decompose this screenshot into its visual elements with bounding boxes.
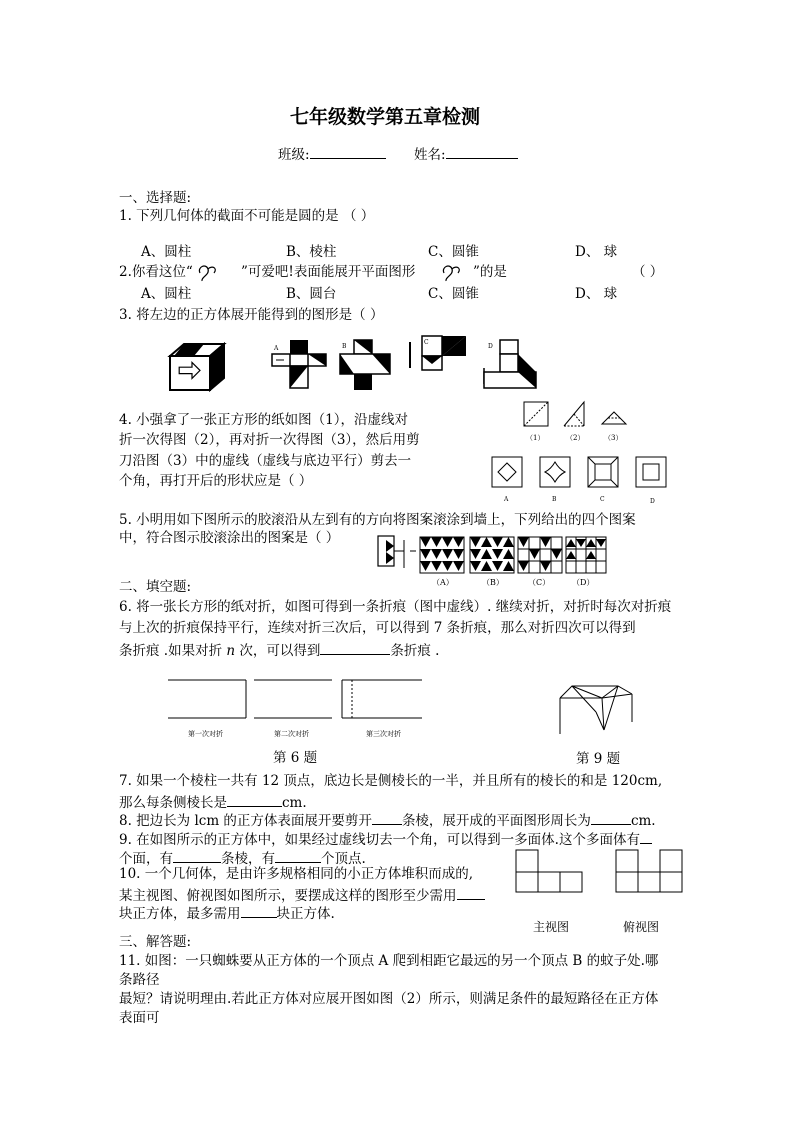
q10-line-2 [119,887,485,904]
q2-smiley-icon [196,263,220,283]
q10-top-view-label: 俯视图 [623,920,660,934]
q3-option-a-label: A [274,345,279,352]
q2-stem-part3: ”的是 [473,264,507,280]
q10-line-3 [119,905,335,922]
q7-line-2 [119,794,307,811]
q6-line-3b: 次，可以得到 [235,643,321,659]
q10-blank-1 [457,887,485,900]
q11-line-3: 最短？请说明理由.若此正方体对应展开图如图（2）所示，则满足条件的最短路径在正方体 [119,991,659,1007]
q3-option-c-net [408,334,470,390]
q5-roller-figure [372,532,416,572]
q4-line-1: 4. 小强拿了一张正方形的纸如图（1），沿虚线对 [119,412,409,428]
q3-option-b-label: B [342,343,347,350]
q7-line-1: 7. 如果一个棱柱一共有 12 顶点，底边长是侧棱长的一半，并且所有的棱长的和是 120cm, [119,773,663,789]
q11-line-2: 条路径 [119,972,160,988]
q2-option-d: D、 球 [575,286,618,302]
q10-line-2a: 某主视图、俯视图如图所示，要摆成这样的图形至少需用 [119,888,457,904]
q9-blank-1 [640,831,652,844]
q2-stem-part1: 2.你看这位“ [119,264,193,280]
q3-option-b-net [338,338,398,392]
page-title: 七年级数学第五章检测 [290,106,481,128]
name-label: 姓名: [414,147,446,163]
q3-option-d-net [482,338,538,392]
q11-line-1: 11. 如图：一只蜘蛛要从正方体的一个顶点 A 爬到相距它最远的另一个顶点 B 的蚊子处.哪 [119,953,659,969]
q4-line-4: 个角，再打开后的形状应是（ ） [119,473,313,489]
class-blank [310,146,386,159]
name-blank [446,146,518,159]
q5-pattern-d [566,537,606,573]
q4-fig2-label: （2） [566,434,585,442]
q6-fig2-caption: 第二次对折 [274,730,309,738]
q1-option-d: D、 球 [575,244,618,260]
q2-answer-paren: （ ） [632,264,664,280]
q5-option-b-label: （B） [482,578,504,587]
q5-option-patterns [418,535,608,587]
q5-line-1: 5. 小明用如下图所示的胶滚沿从左到有的方向将图案滚涂到墙上，下列给出的四个图案 [119,512,636,528]
q5-option-d-label: （D） [572,578,595,587]
q5-pattern-b [470,537,514,573]
q6-fig1-caption: 第一次对折 [188,730,223,738]
q7-line-2b: cm. [282,795,307,811]
q4-option-a-label: A [504,496,509,503]
q5-option-c-label: （C） [528,578,551,587]
q5-option-a-label: （A） [432,578,454,587]
q1-stem: 1. 下列几何体的截面不可能是圆的是 （ ） [119,208,375,224]
q10-line-3a: 块正方体，最多需用 [119,906,241,922]
q4-option-c-label: C [600,496,605,503]
q8-part-b: 条棱，展开成的平面图形周长为 [401,813,591,829]
section-choice-heading: 一、选择题: [119,190,192,206]
q6-fold-figures [166,676,426,742]
q8-part-a: 8. 把边长为 lcm 的正方体表面展开要剪开 [119,813,372,829]
q9-line-2a: 个面，有 [119,851,173,867]
q7-line-2a: 那么每条侧棱长是 [119,795,227,811]
q11-line-4: 表面可 [119,1010,160,1026]
q2-net-icon [440,263,464,283]
q9-caption: 第 9 题 [576,751,621,767]
q6-fig3-caption: 第三次对折 [366,730,401,738]
q5-line-2: 中，符合图示胶滚涂出的图案是（ ） [119,530,340,546]
q3-cube-figure [160,340,230,392]
q3-option-c-label: C [424,339,429,346]
section-fill-heading: 二、填空题: [119,579,192,595]
q5-pattern-a [420,537,464,573]
q9-blank-3 [275,850,321,863]
q8-blank-2 [591,812,631,825]
q6-blank-2 [320,642,390,655]
q8-line [119,812,656,829]
q10-top-view [614,848,686,894]
q9-line-1-text: 9. 在如图所示的正方体中，如果经过虚线切去一个角，可以得到一多面体.这个多面体有 [119,832,640,848]
class-label: 班级: [278,147,310,163]
q9-line-2c: 个顶点. [321,851,366,867]
q1-option-a: A、圆柱 [141,244,192,260]
q6-var-n: n [226,643,236,659]
q8-blank-1 [372,812,402,825]
q9-line-2b: 条棱，有 [221,851,275,867]
q10-line-3b: 块正方体. [276,906,335,922]
q4-fig3-label: （3） [604,434,623,442]
q10-main-view [514,848,586,894]
q7-blank [227,794,282,807]
section-answer-heading: 三、解答题: [119,934,192,950]
q3-stem: 3. 将左边的正方体展开能得到的图形是（ ） [119,307,384,323]
q4-option-d-label: D [650,498,655,505]
q2-option-a: A、圆柱 [141,286,192,302]
q6-caption: 第 6 题 [273,750,318,766]
q6-line-2: 与上次的折痕保持平行，连续对折三次后，可以得到 7 条折痕，那么对折四次可以得到 [119,620,636,636]
q6-line-3c: 条折痕 . [390,643,440,659]
q4-line-2: 折一次得图（2），再对折一次得图（3），然后用剪 [119,432,420,448]
q4-fig1-label: （1） [526,434,545,442]
q4-fold-figures [520,400,640,444]
q6-line-3a: 条折痕 .如果对折 [119,643,227,659]
q4-line-3: 刀沿图（3）中的虚线（虚线与底边平行）剪去一 [119,453,412,469]
q10-main-view-label: 主视图 [533,920,570,934]
q4-option-figures [488,455,668,505]
class-field [278,146,386,163]
q9-blank-2 [173,850,221,863]
q2-stem-part2: ”可爱吧!表面能展开平面图形 [241,264,416,280]
q10-blank-2 [241,905,277,918]
q2-option-b: B、圆台 [286,286,337,302]
q9-line-1 [119,831,652,848]
q5-pattern-c [518,537,562,573]
q1-option-c: C、圆锥 [428,244,479,260]
q9-cube-figure [556,682,636,738]
q2-option-c: C、圆锥 [428,286,479,302]
q4-option-b-label: B [552,496,557,503]
q1-option-b: B、棱柱 [286,244,337,260]
q10-line-1: 10. 一个几何体，是由许多规格相同的小正方体堆积而成的, [119,866,474,882]
q9-line-2 [119,850,366,867]
q8-part-c: cm. [630,813,656,829]
name-field [414,146,518,163]
q6-line-1: 6. 将一张长方形的纸对折，如图可得到一条折痕（图中虚线）. 继续对折，对折时每次对折痕 [119,599,672,615]
q3-option-d-label: D [488,343,493,350]
q6-line-3 [119,642,439,659]
q3-option-a-net [268,338,334,392]
